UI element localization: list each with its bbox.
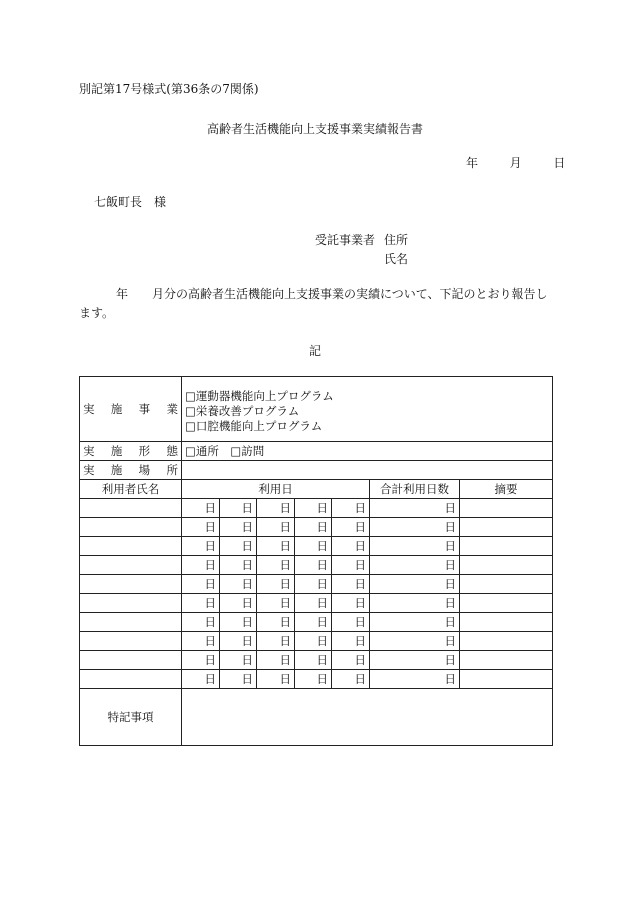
use-day-cell[interactable]: 日	[332, 632, 370, 651]
program-options	[182, 377, 553, 442]
notes-field[interactable]	[182, 689, 553, 746]
use-day-cell[interactable]: 日	[220, 499, 257, 518]
col-user-name: 利用者氏名	[80, 480, 182, 499]
user-name-cell[interactable]	[80, 518, 182, 537]
total-days-cell[interactable]: 日	[370, 632, 460, 651]
use-day-cell[interactable]: 日	[295, 537, 332, 556]
report-body-text: 年 月分の高齢者生活機能向上支援事業の実績について、下記のとおり報告します。	[79, 287, 548, 320]
use-day-cell[interactable]: 日	[182, 594, 220, 613]
summary-cell[interactable]	[460, 651, 553, 670]
use-day-cell[interactable]: 日	[257, 670, 295, 689]
use-day-cell[interactable]: 日	[257, 632, 295, 651]
use-day-cell[interactable]: 日	[332, 613, 370, 632]
use-day-cell[interactable]: 日	[332, 499, 370, 518]
use-day-cell[interactable]: 日	[332, 518, 370, 537]
use-day-cell[interactable]: 日	[182, 632, 220, 651]
user-name-cell[interactable]	[80, 670, 182, 689]
use-day-cell[interactable]: 日	[220, 518, 257, 537]
use-day-cell[interactable]: 日	[220, 594, 257, 613]
document-title: 高齢者生活機能向上支援事業実績報告書	[206, 122, 423, 136]
form-code: 別記第17号様式(第36条の7関係)	[79, 82, 259, 96]
use-day-cell[interactable]: 日	[257, 575, 295, 594]
use-day-cell[interactable]: 日	[332, 651, 370, 670]
use-day-cell[interactable]: 日	[182, 556, 220, 575]
program-option-nutrition[interactable]: □栄養改善プログラム	[185, 403, 300, 418]
total-days-cell[interactable]: 日	[370, 613, 460, 632]
table-row	[80, 632, 553, 651]
program-row	[80, 377, 553, 442]
table-row	[80, 575, 553, 594]
user-name-cell[interactable]	[80, 594, 182, 613]
notes-row	[80, 689, 553, 746]
summary-cell[interactable]	[460, 594, 553, 613]
use-day-cell[interactable]: 日	[220, 651, 257, 670]
use-day-cell[interactable]: 日	[257, 537, 295, 556]
total-days-cell[interactable]: 日	[370, 499, 460, 518]
use-day-cell[interactable]: 日	[295, 632, 332, 651]
col-total-days: 合計利用日数	[370, 480, 460, 499]
summary-cell[interactable]	[460, 518, 553, 537]
table-row	[80, 556, 553, 575]
use-day-cell[interactable]: 日	[182, 499, 220, 518]
summary-cell[interactable]	[460, 556, 553, 575]
use-day-cell[interactable]: 日	[295, 575, 332, 594]
use-day-cell[interactable]: 日	[182, 613, 220, 632]
user-name-cell[interactable]	[80, 632, 182, 651]
use-day-cell[interactable]: 日	[295, 670, 332, 689]
user-name-cell[interactable]	[80, 556, 182, 575]
submitter-label: 受託事業者	[315, 233, 376, 247]
use-day-cell[interactable]: 日	[220, 556, 257, 575]
mode-label: 実施形態	[80, 442, 182, 461]
table-row	[80, 594, 553, 613]
total-days-cell[interactable]: 日	[370, 575, 460, 594]
user-name-cell[interactable]	[80, 575, 182, 594]
use-day-cell[interactable]: 日	[220, 575, 257, 594]
table-row	[80, 613, 553, 632]
table-row	[80, 537, 553, 556]
use-day-cell[interactable]: 日	[220, 632, 257, 651]
col-summary: 摘要	[460, 480, 553, 499]
place-row	[80, 461, 553, 480]
report-table	[79, 376, 553, 746]
table-row	[80, 651, 553, 670]
address-label: 住所	[384, 233, 409, 247]
use-day-cell[interactable]: 日	[332, 556, 370, 575]
use-day-cell[interactable]: 日	[295, 518, 332, 537]
use-day-cell[interactable]: 日	[220, 537, 257, 556]
use-day-cell[interactable]: 日	[220, 670, 257, 689]
use-day-cell[interactable]: 日	[295, 651, 332, 670]
user-name-cell[interactable]	[80, 651, 182, 670]
total-days-cell[interactable]: 日	[370, 670, 460, 689]
summary-cell[interactable]	[460, 632, 553, 651]
use-day-cell[interactable]: 日	[257, 499, 295, 518]
mode-row	[80, 442, 553, 461]
use-day-cell[interactable]: 日	[295, 556, 332, 575]
name-label: 氏名	[384, 252, 409, 266]
notes-label: 特記事項	[80, 689, 182, 746]
addressee: 七飯町長 様	[94, 195, 167, 209]
use-day-cell[interactable]: 日	[257, 594, 295, 613]
use-day-cell[interactable]: 日	[257, 518, 295, 537]
use-day-cell[interactable]: 日	[295, 499, 332, 518]
date-line	[466, 154, 565, 171]
total-days-cell[interactable]: 日	[370, 594, 460, 613]
use-day-cell[interactable]: 日	[182, 537, 220, 556]
summary-cell[interactable]	[460, 537, 553, 556]
user-name-cell[interactable]	[80, 613, 182, 632]
mode-options[interactable]: □通所 □訪問	[182, 442, 553, 461]
date-day: 日	[553, 156, 566, 170]
table-row	[80, 499, 553, 518]
summary-cell[interactable]	[460, 575, 553, 594]
program-label: 実施事業	[80, 377, 182, 442]
use-day-cell[interactable]: 日	[332, 670, 370, 689]
summary-cell[interactable]	[460, 499, 553, 518]
place-field[interactable]	[182, 461, 553, 480]
total-days-cell[interactable]: 日	[370, 537, 460, 556]
use-day-cell[interactable]: 日	[182, 518, 220, 537]
use-day-cell[interactable]: 日	[182, 651, 220, 670]
use-day-cell[interactable]: 日	[220, 613, 257, 632]
place-label: 実施場所	[80, 461, 182, 480]
table-row	[80, 518, 553, 537]
col-use-days: 利用日	[182, 480, 370, 499]
use-day-cell[interactable]: 日	[332, 594, 370, 613]
table-row	[80, 670, 553, 689]
use-day-cell[interactable]: 日	[332, 575, 370, 594]
column-header-row	[80, 480, 553, 499]
use-day-cell[interactable]: 日	[182, 670, 220, 689]
total-days-cell[interactable]: 日	[370, 556, 460, 575]
summary-cell[interactable]	[460, 670, 553, 689]
use-day-cell[interactable]: 日	[257, 556, 295, 575]
use-day-cell[interactable]: 日	[295, 613, 332, 632]
use-day-cell[interactable]: 日	[257, 651, 295, 670]
use-day-cell[interactable]: 日	[257, 613, 295, 632]
date-year: 年	[466, 156, 479, 170]
program-option-motor[interactable]: □運動器機能向上プログラム	[185, 388, 334, 403]
use-day-cell[interactable]: 日	[182, 575, 220, 594]
use-day-cell[interactable]: 日	[295, 594, 332, 613]
user-name-cell[interactable]	[80, 537, 182, 556]
total-days-cell[interactable]: 日	[370, 518, 460, 537]
ki-heading: 記	[308, 344, 321, 358]
use-day-cell[interactable]: 日	[332, 537, 370, 556]
date-month: 月	[509, 156, 522, 170]
total-days-cell[interactable]: 日	[370, 651, 460, 670]
program-option-oral[interactable]: □口腔機能向上プログラム	[185, 418, 323, 433]
summary-cell[interactable]	[460, 613, 553, 632]
user-name-cell[interactable]	[80, 499, 182, 518]
